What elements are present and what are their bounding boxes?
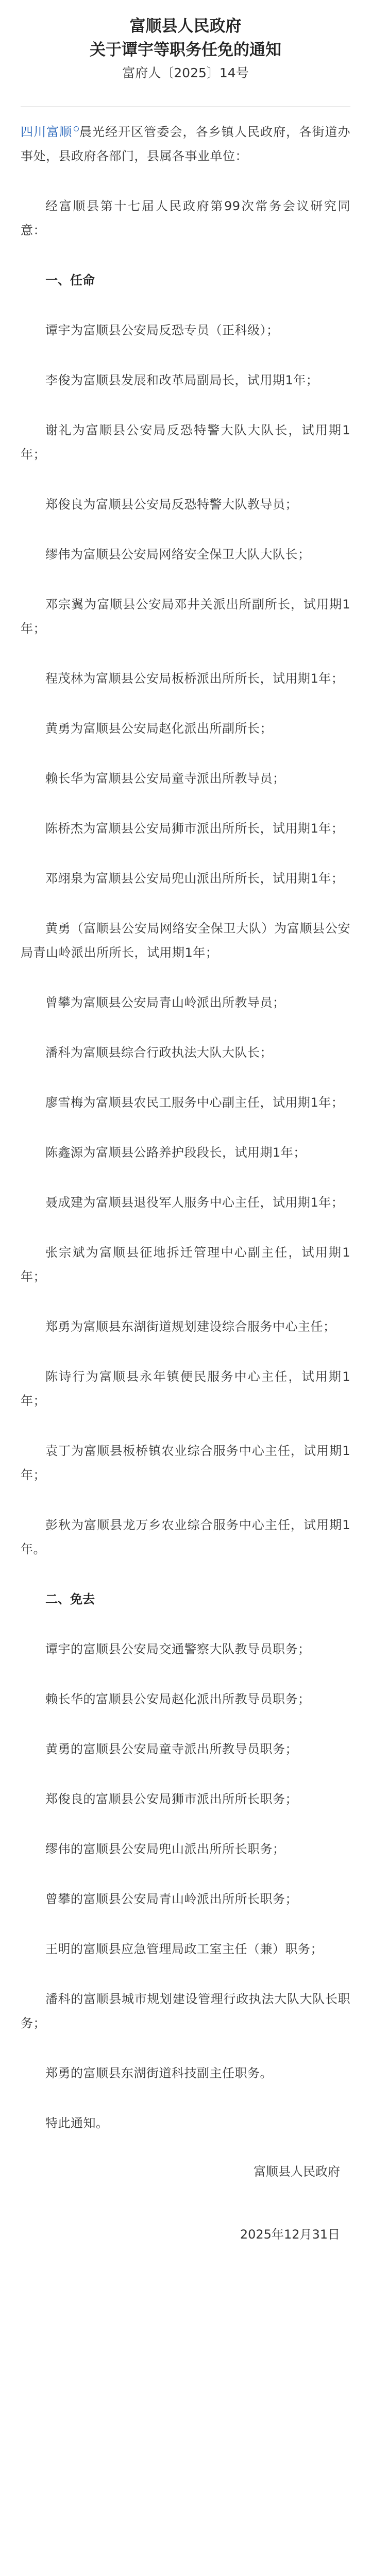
removal-item: 赖长华的富顺县公安局赵化派出所教导员职务； <box>45 1692 311 1706</box>
signature-org: 富顺县人民政府 <box>254 2164 340 2179</box>
appointments-heading: 一、任命 <box>45 273 95 287</box>
appointment-item: 陈诗行为富顺县永年镇便民服务中心主任，试用期1年； <box>21 1369 350 1408</box>
appointment-item: 赖长华为富顺县公安局童寺派出所教导员； <box>45 771 285 786</box>
appointment-item: 陈鑫源为富顺县公路养护段段长，试用期1年； <box>45 1145 306 1160</box>
decision-paragraph: 经富顺县第十七届人民政府第99次常务会议研究同意： <box>21 199 350 238</box>
removal-item: 王明的富顺县应急管理局政工室主任（兼）职务； <box>45 1942 323 1956</box>
document-title-line2: 关于谭宇等职务任免的通知 <box>90 41 281 59</box>
location-link[interactable] <box>21 125 79 139</box>
document-title-line1: 富顺县人民政府 <box>129 17 242 36</box>
location-text: 四川富顺 <box>21 125 73 139</box>
appointment-item: 袁丁为富顺县板桥镇农业综合服务中心主任，试用期1年； <box>21 1444 350 1482</box>
appointment-item: 黄勇为富顺县公安局赵化派出所副所长； <box>45 721 273 736</box>
appointment-item: 谭宇为富顺县公安局反恐专员（正科级）； <box>45 323 279 337</box>
removal-item: 郑勇的富顺县东湖街道科技副主任职务。 <box>45 2066 273 2080</box>
appointment-item: 潘科为富顺县综合行政执法大队大队长； <box>45 1045 273 1060</box>
location-pin-icon <box>74 126 79 131</box>
appointment-item: 曾攀为富顺县公安局青山岭派出所教导员； <box>45 995 285 1010</box>
signature-date: 2025年12月31日 <box>240 2227 340 2242</box>
removal-item: 黄勇的富顺县公安局童寺派出所教导员职务； <box>45 1742 298 1756</box>
removals-list <box>21 1637 350 2086</box>
closing-paragraph: 特此通知。 <box>45 2116 109 2130</box>
appointment-item: 李俊为富顺县发展和改革局副局长，试用期1年； <box>45 373 319 387</box>
document-header <box>21 0 350 83</box>
appointment-item: 缪伟为富顺县公安局网络安全保卫大队大队长； <box>45 547 311 562</box>
appointment-item: 彭秋为富顺县龙万乡农业综合服务中心主任，试用期1年。 <box>21 1518 350 1556</box>
addressee-paragraph <box>21 120 350 168</box>
appointment-item: 程茂林为富顺县公安局板桥派出所所长，试用期1年； <box>45 671 344 686</box>
header-divider <box>21 106 350 107</box>
appointment-item: 谢礼为富顺县公安局反恐特警大队大队长，试用期1年； <box>21 423 350 462</box>
appointment-item: 廖雪梅为富顺县农民工服务中心副主任，试用期1年； <box>45 1095 344 1110</box>
removal-item: 郑俊良的富顺县公安局狮市派出所所长职务； <box>45 1792 298 1806</box>
appointment-item: 张宗斌为富顺县征地拆迁管理中心副主任，试用期1年； <box>21 1245 350 1284</box>
appointment-item: 聂成建为富顺县退役军人服务中心主任，试用期1年； <box>45 1195 344 1210</box>
appointments-list <box>21 318 350 1562</box>
removal-item: 谭宇的富顺县公安局交通警察大队教导员职务； <box>45 1642 311 1656</box>
appointment-item: 邓翊泉为富顺县公安局兜山派出所所长，试用期1年； <box>45 871 344 886</box>
document-number: 富府人〔2025〕14号 <box>122 65 249 80</box>
appointment-item: 邓宗翼为富顺县公安局邓井关派出所副所长，试用期1年； <box>21 597 350 636</box>
appointment-item: 郑俊良为富顺县公安局反恐特警大队教导员； <box>45 497 298 512</box>
removals-heading: 二、免去 <box>45 1592 95 1606</box>
addressee-text: 晨光经开区管委会，各乡镇人民政府，各街道办事处，县政府各部门，县属各事业单位： <box>21 125 351 163</box>
appointment-item: 陈桥杰为富顺县公安局狮市派出所所长，试用期1年； <box>45 821 344 836</box>
removal-item: 潘科的富顺县城市规划建设管理行政执法大队大队长职务； <box>21 1992 350 2030</box>
appointment-item: 黄勇（富顺县公安局网络安全保卫大队）为富顺县公安局青山岭派出所所长，试用期1年； <box>21 921 350 960</box>
appointment-item: 郑勇为富顺县东湖街道规划建设综合服务中心主任； <box>45 1319 336 1334</box>
removal-item: 缪伟的富顺县公安局兜山派出所所长职务； <box>45 1842 285 1856</box>
removal-item: 曾攀的富顺县公安局青山岭派出所所长职务； <box>45 1892 298 1906</box>
